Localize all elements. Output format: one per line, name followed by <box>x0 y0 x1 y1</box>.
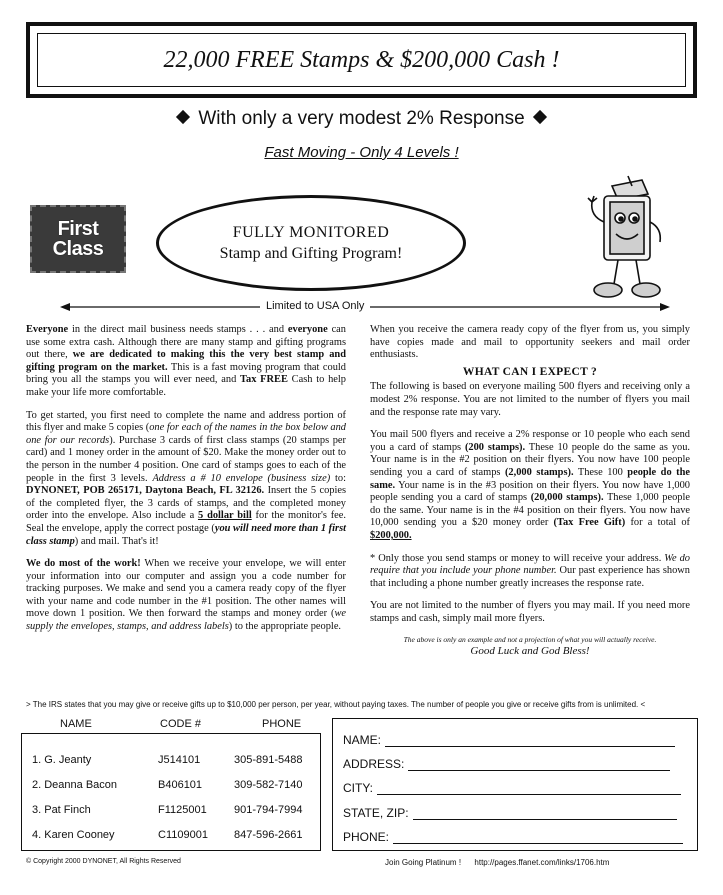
row-code: F1125001 <box>158 804 207 816</box>
irs-note: > The IRS states that you may give or receive gifts up to $10,000 per person, per year, without paying taxes. The number of people you give or receive gifts from is unlimited. < <box>26 700 646 709</box>
instructions-paragraph: To get started, you first need to complete the name and address portion of this flyer and make 5 copies (one for each of the names in the box below and one for our records). Purchase 3 cards of first class stamps (20 stamps per card) and 1 money order in the amount of $20. Make the money order out to the person in the number 4 position. One card of stamps goes to each of the people in the first 3 levels. Address a # 10 envelope (business size) to: DYNONET, POB 265171, Daytona Beach, FL 32126. Insert the 5 copies of the completed flyer, the 3 cards of stamps, and the completed money order into the envelope. Also include a 5 dollar bill for the monitor's fee. Seal the envelope, apply the correct postage (you will need more than 1 first class stamp) and mail. That's it! <box>26 409 347 547</box>
phone-field-row <box>343 830 683 844</box>
limited-note: Limited to USA Only <box>260 300 370 312</box>
row-name: 2. Deanna Bacon <box>32 779 118 791</box>
city-field[interactable] <box>377 782 681 795</box>
table-row <box>22 754 322 770</box>
disclaimer: The above is only an example and not a projection of what you will actually receive. <box>403 635 657 645</box>
row-phone: 847-596-2661 <box>234 829 303 841</box>
names-table <box>21 733 321 851</box>
row-code: J514101 <box>158 754 201 766</box>
phone-field[interactable] <box>393 831 683 844</box>
state-zip-label: STATE, ZIP: <box>343 806 409 820</box>
good-luck: Good Luck and God Bless! <box>470 645 590 658</box>
title-banner-inner <box>37 33 686 87</box>
address-field[interactable] <box>408 758 670 771</box>
row-phone: 305-891-5488 <box>234 754 303 766</box>
tagline: Fast Moving - Only 4 Levels ! <box>264 144 459 161</box>
logo-line-2: Class <box>52 238 104 260</box>
name-label: NAME: <box>343 733 382 747</box>
table-row <box>22 804 322 820</box>
address-field-row <box>343 757 670 771</box>
footer-links <box>385 858 609 867</box>
header-phone: PHONE <box>262 718 302 730</box>
title-banner <box>26 22 697 98</box>
intro-paragraph: Everyone in the direct mail business needs stamps . . . and everyone can use some extra cash. Although there are many stamp and gifting programs out there, we are dedicated to making this the very best stamp and gifting program on the market. This is a fast moving program that could bring you all the stamps you will ever need, and Tax FREE Cash to help make your life more comfortable. <box>26 324 346 398</box>
limit-paragraph: You are not limited to the number of flyers you may mail. If you need more stamps and cash, simply mail more flyers. <box>370 600 690 624</box>
table-row <box>22 829 322 845</box>
diamond-bullet-icon <box>176 110 190 124</box>
table-row <box>22 779 322 795</box>
expectation-paragraph: You mail 500 flyers and receive a 2% response or 10 people who each send you a card of stamps (200 stamps). These 10 people do the same as you. Your name is in the #2 position on their flyers. You now have 100 people sending you a card of stamps (2,000 stamps). These 100 people do the same. Your name is in the #3 position on their flyers. You now have 1,000 people sending you a card of stamps (20,000 stamps). These 1,000 people do the same. Your name is in the #4 position on their flyers. You now have 10,000 sending you a $20 money order (Tax Free Gift) for a total of $200,000. <box>370 429 691 541</box>
row-name: 4. Karen Cooney <box>32 829 115 841</box>
right-column <box>370 324 690 658</box>
name-field[interactable] <box>385 734 675 747</box>
join-text: Join Going Platinum ! <box>385 858 462 867</box>
copyright: © Copyright 2000 DYNONET, All Rights Reserved <box>26 858 181 865</box>
city-field-row <box>343 781 681 795</box>
oval-line-2: Stamp and Gifting Program! <box>219 244 403 262</box>
subtitle-text: With only a very modest 2% Response <box>198 108 525 129</box>
address-note-paragraph: * Only those you send stamps or money to will receive your address. We do require that you include your phone number. Our past experience has shown that including a phone number greatly increases the response rate. <box>370 552 690 589</box>
state-zip-field[interactable] <box>413 807 677 820</box>
program-oval <box>156 195 466 291</box>
diamond-bullet-icon <box>533 110 547 124</box>
row-phone: 309-582-7140 <box>234 779 303 791</box>
header-code: CODE # <box>160 718 201 730</box>
footer-url[interactable]: http://pages.ffanet.com/links/1706.htm <box>474 858 610 867</box>
name-field-row <box>343 733 675 747</box>
logo-line-1: First <box>57 218 99 240</box>
row-name: 3. Pat Finch <box>32 804 91 816</box>
city-label: CITY: <box>343 781 374 795</box>
state-zip-field-row <box>343 806 677 820</box>
subtitle <box>0 108 723 130</box>
address-label: ADDRESS: <box>343 757 405 771</box>
expect-heading: WHAT CAN I EXPECT ? <box>462 365 598 378</box>
row-code: C1109001 <box>158 829 208 841</box>
header-name: NAME <box>60 718 92 730</box>
work-paragraph: We do most of the work! When we receive your envelope, we will enter your information into our computer and assign you a code number for tracking purposes. We make and send you a camera ready copy of the flyer with your name and code number in the #1 position. The other names will move down 1 position. We then forward the stamps and money order (we supply the envelopes, stamps, and address labels) to the appropriate people. <box>26 558 346 633</box>
basis-paragraph: The following is based on everyone mailing 500 flyers and receiving only a modest 2% response. You are not limited to the number of flyers you mail and the response rate may vary. <box>370 381 690 418</box>
phone-label: PHONE: <box>343 830 390 844</box>
page-title: 22,000 FREE Stamps & $200,000 Cash ! <box>163 46 560 73</box>
oval-line-1: FULLY MONITORED <box>232 223 390 241</box>
row-name: 1. G. Jeanty <box>32 754 92 766</box>
receive-paragraph: When you receive the camera ready copy of the flyer from us, you simply have copies made and mail to opportunity seekers and mail order enthusiasts. <box>370 324 690 361</box>
address-form <box>332 718 698 851</box>
stamp-mascot-icon <box>582 172 672 312</box>
left-column <box>26 324 346 644</box>
row-phone: 901-794-7994 <box>234 804 303 816</box>
first-class-logo <box>30 205 126 273</box>
row-code: B406101 <box>158 779 203 791</box>
